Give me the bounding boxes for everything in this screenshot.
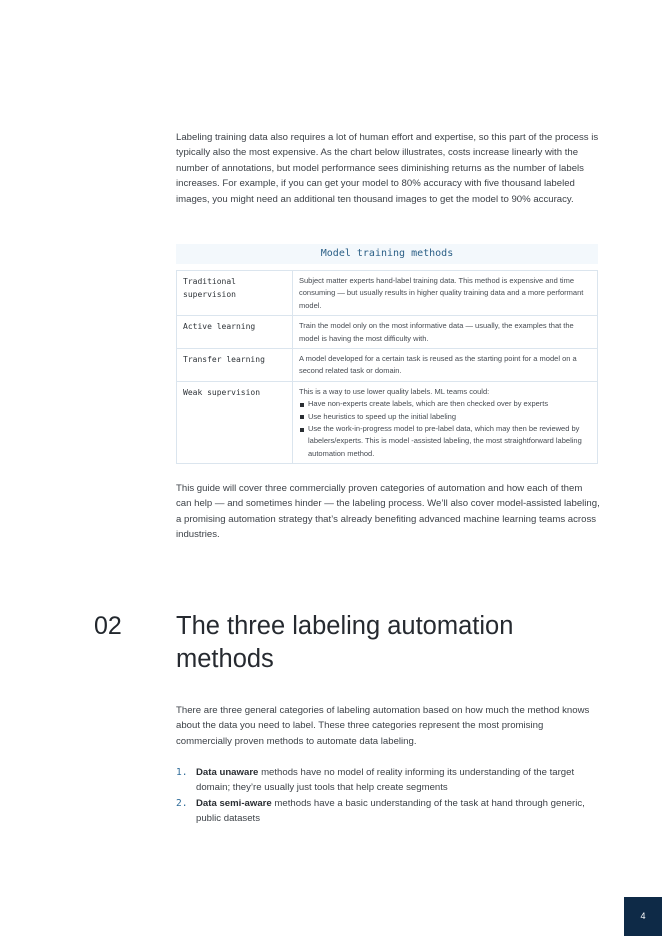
list-term: Data semi-aware xyxy=(196,797,272,809)
method-name: Weak supervision xyxy=(177,381,293,463)
bullet-item: Have non-experts create labels, which are then checked over by experts xyxy=(299,398,591,410)
method-description: Subject matter experts hand-label training data. This method is expensive and time consuming — but usually results in higher quality training data and a more performant model. xyxy=(293,271,598,316)
section-intro-paragraph: There are three general categories of labeling automation based on how much the method knows about the data you need to label. These three categories represent the most promising commercially proven methods to automate data labeling. xyxy=(176,705,590,747)
list-term: Data unaware xyxy=(196,767,259,778)
section-number: 02 xyxy=(94,612,122,640)
table-row xyxy=(177,316,598,349)
section-title: The three labeling automation methods xyxy=(176,612,514,673)
page-number: 4 xyxy=(624,897,662,936)
method-description: This is a way to use lower quality labels. ML teams could: xyxy=(299,386,490,396)
table-row xyxy=(177,349,598,382)
guide-paragraph: This guide will cover three commercially proven categories of automation and how each of them can help — and sometimes hinder — the labeling process. We’ll also cover model-assisted labeling, a promising automation strategy that’s already benefiting advanced machine learning teams across industries. xyxy=(176,483,600,541)
method-name: Active learning xyxy=(177,316,293,349)
model-training-methods-table xyxy=(176,244,598,464)
methods-table xyxy=(176,270,598,464)
method-name: Traditional supervision xyxy=(177,271,293,316)
intro-paragraph: Labeling training data also requires a lot of human effort and expertise, so this part of the process is typically also the most expensive. As the chart below illustrates, costs increase linearly with the number of annotations, but model performance sees diminishing returns as the number of labels increases. For example, if you can get your model to 80% accuracy with five thousand labeled images, you might need an additional ten thousand images to get the model to 90% accuracy. xyxy=(176,132,599,205)
list-number: 2. xyxy=(176,797,188,809)
method-name: Transfer learning xyxy=(177,349,293,382)
list-text: methods have a basic understanding of the task at hand through generic, public datasets xyxy=(196,797,585,825)
bullet-item: Use the work-in-progress model to pre-label data, which may then be reviewed by labelers/experts. This is model -assisted labeling, the most straightforward labeling automation method. xyxy=(299,423,591,460)
list-text: methods have no model of reality informing its understanding of the target domain; they’re usually just tools that help create segments xyxy=(196,767,575,794)
list-number: 1. xyxy=(176,767,188,778)
table-row xyxy=(177,271,598,316)
method-description-cell xyxy=(293,381,598,463)
method-description: Train the model only on the most informative data — usually, the examples that the model is having the most difficulty with. xyxy=(293,316,598,349)
bullet-item: Use heuristics to speed up the initial labeling xyxy=(299,411,591,423)
table-title: Model training methods xyxy=(176,244,598,264)
method-description: A model developed for a certain task is reused as the starting point for a model on a second related task or domain. xyxy=(293,349,598,382)
list-item xyxy=(176,796,600,827)
automation-methods-list xyxy=(176,765,600,827)
table-row xyxy=(177,381,598,463)
list-item xyxy=(176,765,600,796)
